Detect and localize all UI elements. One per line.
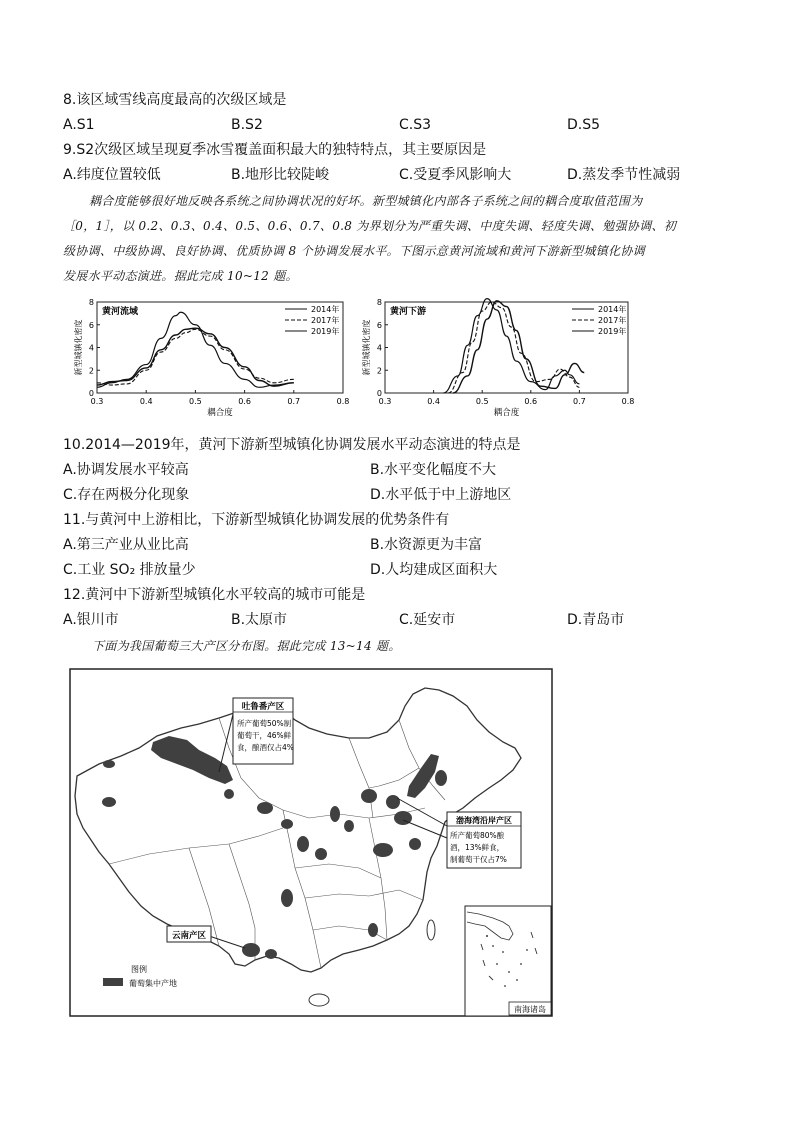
grape-area-tianjin [386,795,400,809]
q8-option-d[interactable]: D.S5 [567,117,601,133]
grape-area-shanxi [330,806,340,822]
y-tick-label: 2 [88,366,94,376]
q10-option-c[interactable]: C.存在两极分化现象 [63,487,190,503]
bohai-line-3: 制葡萄干仅占7% [450,855,507,864]
legend-label: 2019年 [598,327,627,336]
y-axis-label: 新型城镇化密度 [74,319,83,376]
intro-line-4: 发展水平动态演进。据此完成 10~12 题。 [63,269,298,283]
q9-stem: 9.S2次级区域呈现夏季冰雪覆盖面积最大的独特特点，其主要原因是 [63,142,487,158]
x-tick-label: 0.8 [621,397,635,406]
turpan-line-3: 食，酿酒仅占4% [237,743,294,752]
grape-area-yunnan-2 [265,949,277,959]
x-tick-label: 0.7 [287,397,301,406]
chart-yellow-river-lower [350,296,640,424]
x-tick-label: 0.3 [90,397,104,406]
y-tick-label: 4 [376,343,382,353]
y-axis-label: 新型城镇化密度 [362,319,371,376]
grape-area-shaanxi-north [297,836,309,852]
q12-option-b[interactable]: B.太原市 [231,612,288,628]
bohai-line-2: 酒，13%鲜食， [450,843,505,852]
q8-option-b[interactable]: B.S2 [231,117,263,133]
turpan-title: 吐鲁番产区 [241,702,285,712]
grape-area-hexi [224,789,234,799]
turpan-line-1: 所产葡萄50%制 [237,719,292,728]
x-tick-label: 0.5 [475,397,489,406]
q8-option-c[interactable]: C.S3 [399,117,432,133]
grape-area-jiangsu [409,838,421,850]
x-axis-label: 耦合度 [207,408,233,418]
grape-area-shaanxi [315,848,327,860]
intro-line-1: 耦合度能够很好地反映各系统之间协调状况的好坏。新型城镇化内部各子系统之间的耦合度取值范围为 [89,194,643,208]
q12-option-a[interactable]: A.银川市 [63,612,119,628]
series-line-2014年 [97,312,294,387]
x-tick-label: 0.7 [573,397,586,406]
x-tick-label: 0.8 [336,397,350,406]
grape-area-gansu [281,819,293,829]
grape-regions-map [69,668,553,1017]
bohai-line-1: 所产葡萄80%酿 [450,831,505,840]
grape-area-yunnan-1 [242,943,260,957]
q8-stem: 8.该区域雪线高度最高的次级区域是 [63,92,287,108]
y-tick-label: 2 [376,366,382,376]
x-tick-label: 0.6 [524,397,538,406]
series-line-2017年 [97,329,294,385]
q9-option-b[interactable]: B.地形比较陡峻 [231,167,330,183]
legend-title: 图例 [131,965,147,974]
y-tick-label: 0 [376,389,382,398]
series-line-2019年 [453,301,584,393]
q9-option-c[interactable]: C.受夏季风影响大 [399,167,512,183]
x-tick-label: 0.5 [189,397,202,406]
y-tick-label: 8 [376,298,382,307]
yunnan-title: 云南产区 [171,931,207,941]
q10-option-d[interactable]: D.水平低于中上游地区 [370,487,512,503]
q11-option-a[interactable]: A.第三产业从业比高 [63,537,189,553]
grape-area-sichuan [281,889,293,907]
legend-label: 2017年 [311,316,340,325]
grape-area-henan [373,843,393,857]
grape-area-beijing [361,789,377,803]
q11-stem: 11.与黄河中上游相比，下游新型城镇化协调发展的优势条件有 [63,512,450,528]
q8-option-a[interactable]: A.S1 [63,117,95,133]
intro-line-2: ［0，1］，以 0.2、0.3、0.4、0.5、0.6、0.7、0.8 为界划分为严重失调、中度失调、轻度失调、勉强协调、初 [63,219,677,233]
legend-label: 2014年 [598,305,627,314]
x-axis-label: 耦合度 [493,408,520,418]
grape-area-xinjiang-south [102,797,116,807]
series-line-2017年 [448,302,579,393]
q10-option-a[interactable]: A.协调发展水平较高 [63,462,189,478]
q10-option-b[interactable]: B.水平变化幅度不大 [370,462,497,478]
y-tick-label: 6 [376,320,382,330]
chart-title: 黄河流域 [102,307,139,317]
legend-label: 2017年 [598,316,627,325]
intro-grape-map: 下面为我国葡萄三大产区分布图。据此完成 13~14 题。 [92,639,401,653]
grape-area-xinjiang-west [103,760,115,768]
chart-title: 黄河下游 [390,307,427,317]
q12-stem: 12.黄河中下游新型城镇化水平较高的城市可能是 [63,587,366,603]
grape-area-hebei-north [435,770,447,786]
y-tick-label: 4 [88,343,94,353]
series-line-2019年 [97,328,294,386]
intro-line-3: 级协调、中级协调、良好协调、优质协调 8 个协调发展水平。下图示意黄河流域和黄河下游新型城镇化协调 [63,244,645,258]
q12-option-c[interactable]: C.延安市 [399,612,456,628]
y-tick-label: 6 [88,320,94,330]
legend-swatch [103,978,123,986]
y-tick-label: 0 [88,389,94,398]
turpan-line-2: 葡萄干，46%鲜 [237,731,292,740]
grape-area-ningxia [257,802,273,814]
q11-option-c[interactable]: C.工业 SO₂ 排放量少 [63,562,196,578]
q9-option-a[interactable]: A.纬度位置较低 [63,167,161,183]
south-china-sea-inset [465,906,551,1016]
q10-stem: 10.2014—2019年，黄河下游新型城镇化协调发展水平动态演进的特点是 [63,437,521,453]
x-tick-label: 0.6 [238,397,251,406]
bohai-title: 渤海湾沿岸产区 [456,816,512,825]
x-tick-label: 0.4 [139,397,153,406]
legend-label: 2019年 [311,327,340,336]
q9-option-d[interactable]: D.蒸发季节性减弱 [567,167,681,183]
x-tick-label: 0.4 [427,397,440,406]
grape-area-hebei [344,820,354,832]
x-tick-label: 0.3 [378,397,392,406]
legend-label: 2014年 [311,305,340,314]
legend-item: 葡萄集中产地 [129,979,177,988]
q12-option-d[interactable]: D.青岛市 [567,612,625,628]
inset-label: 南海诸岛 [514,1005,546,1014]
y-tick-label: 8 [88,298,94,307]
q11-option-b[interactable]: B.水资源更为丰富 [370,537,483,553]
chart-yellow-river-basin [63,296,348,424]
q11-option-d[interactable]: D.人均建成区面积大 [370,562,498,578]
grape-area-hunan [368,923,378,937]
